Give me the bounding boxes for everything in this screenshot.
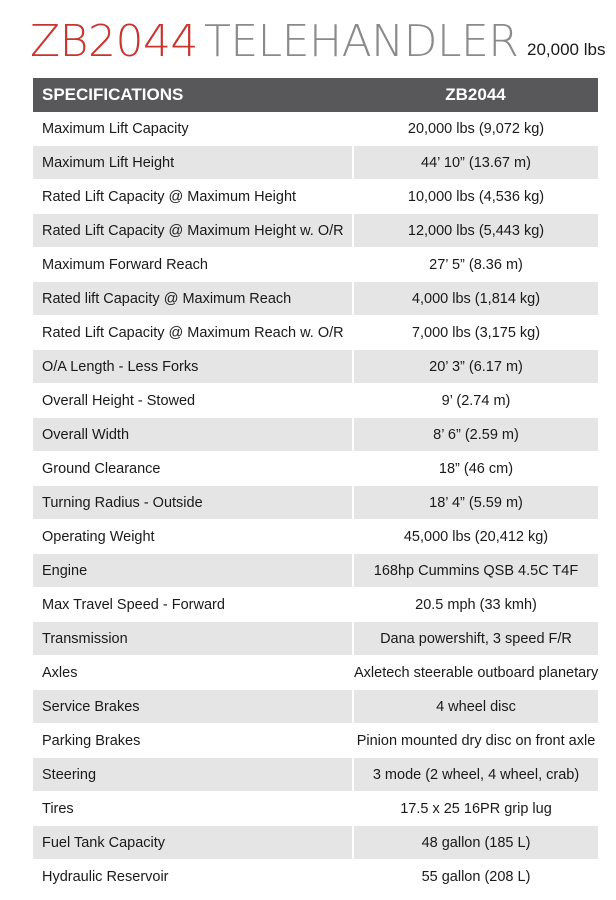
table-row (33, 520, 598, 554)
spec-value: 8’ 6” (2.59 m) (353, 418, 598, 452)
spec-label: Parking Brakes (33, 724, 353, 758)
column-header-specifications: SPECIFICATIONS (33, 78, 353, 112)
spec-value: 20,000 lbs (9,072 kg) (353, 112, 598, 146)
spec-label: Turning Radius - Outside (33, 486, 353, 520)
spec-label: Rated Lift Capacity @ Maximum Reach w. O/R (33, 316, 353, 350)
model-title: ZB2044 (30, 16, 198, 67)
spec-value: 27’ 5” (8.36 m) (353, 248, 598, 282)
spec-label: Max Travel Speed - Forward (33, 588, 353, 622)
table-row (33, 588, 598, 622)
spec-label: Rated lift Capacity @ Maximum Reach (33, 282, 353, 316)
spec-label: Axles (33, 656, 353, 690)
table-row (33, 282, 598, 316)
spec-value: 4 wheel disc (353, 690, 598, 724)
table-row (33, 146, 598, 180)
spec-label: Operating Weight (33, 520, 353, 554)
spec-label: Overall Height - Stowed (33, 384, 353, 418)
spec-value: 45,000 lbs (20,412 kg) (353, 520, 598, 554)
spec-value: 168hp Cummins QSB 4.5C T4F (353, 554, 598, 588)
spec-label: Maximum Forward Reach (33, 248, 353, 282)
spec-value: Axletech steerable outboard planetary (353, 656, 598, 690)
spec-value: 17.5 x 25 16PR grip lug (353, 792, 598, 826)
spec-value: 18’ 4” (5.59 m) (353, 486, 598, 520)
spec-label: Tires (33, 792, 353, 826)
table-row (33, 384, 598, 418)
spec-value: 4,000 lbs (1,814 kg) (353, 282, 598, 316)
spec-label: Engine (33, 554, 353, 588)
column-header-model: ZB2044 (353, 78, 598, 112)
spec-value: Dana powershift, 3 speed F/R (353, 622, 598, 656)
spec-value: 3 mode (2 wheel, 4 wheel, crab) (353, 758, 598, 792)
table-row (33, 690, 598, 724)
specifications-table (33, 78, 598, 894)
page-header (30, 14, 616, 74)
spec-label: Transmission (33, 622, 353, 656)
spec-value: 48 gallon (185 L) (353, 826, 598, 860)
table-row (33, 758, 598, 792)
table-row (33, 112, 598, 146)
spec-label: Maximum Lift Height (33, 146, 353, 180)
spec-value: 10,000 lbs (4,536 kg) (353, 180, 598, 214)
table-row (33, 554, 598, 588)
table-row (33, 316, 598, 350)
table-row (33, 248, 598, 282)
spec-value: 9’ (2.74 m) (353, 384, 598, 418)
table-body (33, 112, 598, 894)
spec-label: Ground Clearance (33, 452, 353, 486)
spec-value: 12,000 lbs (5,443 kg) (353, 214, 598, 248)
table-row (33, 656, 598, 690)
table-row (33, 860, 598, 894)
spec-label: Fuel Tank Capacity (33, 826, 353, 860)
table-row (33, 214, 598, 248)
spec-label: Steering (33, 758, 353, 792)
spec-label: Rated Lift Capacity @ Maximum Height w. O/R (33, 214, 353, 248)
table-row (33, 792, 598, 826)
table-row (33, 724, 598, 758)
spec-label: Service Brakes (33, 690, 353, 724)
table-header-row (33, 78, 598, 112)
table-row (33, 350, 598, 384)
spec-value: Pinion mounted dry disc on front axle (353, 724, 598, 758)
spec-value: 20.5 mph (33 kmh) (353, 588, 598, 622)
spec-value: 20’ 3” (6.17 m) (353, 350, 598, 384)
spec-value: 44’ 10” (13.67 m) (353, 146, 598, 180)
spec-value: 55 gallon (208 L) (353, 860, 598, 894)
table-row (33, 452, 598, 486)
spec-label: Maximum Lift Capacity (33, 112, 353, 146)
table-row (33, 418, 598, 452)
table-row (33, 826, 598, 860)
spec-label: O/A Length - Less Forks (33, 350, 353, 384)
capacity-label: 20,000 lbs (527, 40, 606, 59)
spec-value: 18” (46 cm) (353, 452, 598, 486)
spec-value: 7,000 lbs (3,175 kg) (353, 316, 598, 350)
spec-label: Hydraulic Reservoir (33, 860, 353, 894)
table-row (33, 180, 598, 214)
spec-label: Rated Lift Capacity @ Maximum Height (33, 180, 353, 214)
machine-type-title: TELEHANDLER (204, 16, 519, 67)
spec-label: Overall Width (33, 418, 353, 452)
table-row (33, 622, 598, 656)
table-row (33, 486, 598, 520)
